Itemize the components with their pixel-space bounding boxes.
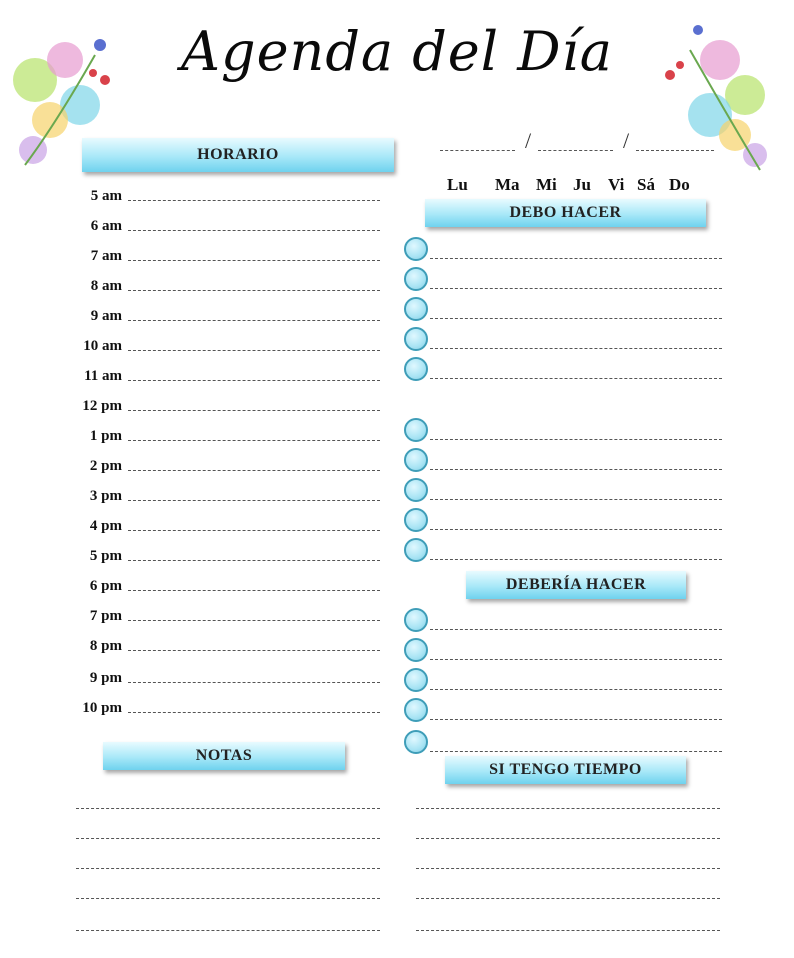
date-day-line[interactable] xyxy=(440,150,515,151)
task-write-line[interactable] xyxy=(430,439,722,440)
task-checkbox[interactable] xyxy=(404,538,428,562)
hour-write-line[interactable] xyxy=(128,500,380,501)
hour-row xyxy=(70,700,380,720)
horario-header: HORARIO xyxy=(82,138,394,172)
task-checkbox[interactable] xyxy=(404,448,428,472)
hour-row xyxy=(70,670,380,690)
hour-write-line[interactable] xyxy=(128,650,380,651)
task-write-line[interactable] xyxy=(430,378,722,379)
task-checkbox[interactable] xyxy=(404,698,428,722)
hour-label: 3 pm xyxy=(89,488,122,504)
task-write-line[interactable] xyxy=(430,529,722,530)
hour-write-line[interactable] xyxy=(128,620,380,621)
task-checkbox[interactable] xyxy=(404,418,428,442)
weekday-label[interactable]: Mi xyxy=(536,175,557,194)
hour-label: 8 am xyxy=(90,278,122,294)
hour-label: 5 am xyxy=(90,188,122,204)
task-checkbox[interactable] xyxy=(404,608,428,632)
date-separator: / xyxy=(525,128,532,153)
hour-label: 11 am xyxy=(84,368,122,384)
task-write-line[interactable] xyxy=(430,659,722,660)
task-checkbox[interactable] xyxy=(404,327,428,351)
date-month-line[interactable] xyxy=(538,150,613,151)
task-checkbox[interactable] xyxy=(404,638,428,662)
task-checkbox[interactable] xyxy=(404,357,428,381)
hour-label: 7 am xyxy=(90,248,122,264)
task-checkbox[interactable] xyxy=(404,668,428,692)
hour-label: 8 pm xyxy=(89,638,122,654)
debo-hacer-header: DEBO HACER xyxy=(425,199,706,227)
task-checkbox[interactable] xyxy=(404,478,428,502)
task-checkbox[interactable] xyxy=(404,237,428,261)
task-checkbox[interactable] xyxy=(404,297,428,321)
hour-write-line[interactable] xyxy=(128,380,380,381)
hour-label: 10 am xyxy=(83,338,122,354)
hour-row xyxy=(70,368,380,388)
hour-row xyxy=(70,218,380,238)
extra-task-write-line[interactable] xyxy=(416,898,720,899)
task-write-line[interactable] xyxy=(430,258,722,259)
hour-row xyxy=(70,638,380,658)
notes-write-line[interactable] xyxy=(76,868,380,869)
notes-write-line[interactable] xyxy=(76,838,380,839)
hour-write-line[interactable] xyxy=(128,410,380,411)
hour-write-line[interactable] xyxy=(128,530,380,531)
hour-write-line[interactable] xyxy=(128,260,380,261)
deberia-hacer-header: DEBERÍA HACER xyxy=(466,571,686,599)
hour-row xyxy=(70,188,380,208)
task-write-line[interactable] xyxy=(430,499,722,500)
hour-write-line[interactable] xyxy=(128,590,380,591)
hour-write-line[interactable] xyxy=(128,320,380,321)
hour-row xyxy=(70,518,380,538)
hour-row xyxy=(70,308,380,328)
weekday-label[interactable]: Vi xyxy=(608,175,625,194)
hour-label: 6 am xyxy=(90,218,122,234)
weekday-label[interactable]: Lu xyxy=(447,175,468,194)
hour-write-line[interactable] xyxy=(128,290,380,291)
hour-label: 9 am xyxy=(90,308,122,324)
extra-task-write-line[interactable] xyxy=(416,868,720,869)
date-year-line[interactable] xyxy=(636,150,714,151)
task-checkbox[interactable] xyxy=(404,267,428,291)
hour-label: 7 pm xyxy=(89,608,122,624)
hour-row xyxy=(70,278,380,298)
page-title: Agenda del Día xyxy=(181,20,613,83)
hour-label: 4 pm xyxy=(89,518,122,534)
hour-row xyxy=(70,248,380,268)
weekday-label[interactable]: Do xyxy=(669,175,690,194)
hour-row xyxy=(70,548,380,568)
extra-task-write-line[interactable] xyxy=(416,930,720,931)
task-write-line[interactable] xyxy=(430,348,722,349)
task-write-line[interactable] xyxy=(430,469,722,470)
hour-write-line[interactable] xyxy=(128,712,380,713)
task-write-line[interactable] xyxy=(430,288,722,289)
hour-label: 1 pm xyxy=(89,428,122,444)
hour-row xyxy=(70,578,380,598)
task-write-line[interactable] xyxy=(430,751,722,752)
task-write-line[interactable] xyxy=(430,689,722,690)
notes-write-line[interactable] xyxy=(76,898,380,899)
hour-row xyxy=(70,488,380,508)
hour-write-line[interactable] xyxy=(128,230,380,231)
weekday-label[interactable]: Sá xyxy=(637,175,655,194)
task-checkbox[interactable] xyxy=(404,508,428,532)
extra-task-write-line[interactable] xyxy=(416,838,720,839)
hour-write-line[interactable] xyxy=(128,440,380,441)
task-write-line[interactable] xyxy=(430,719,722,720)
hour-label: 2 pm xyxy=(89,458,122,474)
hour-write-line[interactable] xyxy=(128,200,380,201)
hour-row xyxy=(70,338,380,358)
weekday-label[interactable]: Ju xyxy=(573,175,591,194)
hour-label: 6 pm xyxy=(89,578,122,594)
hour-label: 9 pm xyxy=(89,670,122,686)
task-write-line[interactable] xyxy=(430,629,722,630)
hour-row xyxy=(70,458,380,478)
hour-label: 10 pm xyxy=(82,700,122,716)
extra-task-write-line[interactable] xyxy=(416,808,720,809)
si-tengo-tiempo-header: SI TENGO TIEMPO xyxy=(445,756,686,784)
task-write-line[interactable] xyxy=(430,318,722,319)
notas-header: NOTAS xyxy=(103,742,345,770)
hour-row xyxy=(70,428,380,448)
hour-row xyxy=(70,398,380,418)
flower-illustration-right xyxy=(650,20,780,180)
task-write-line[interactable] xyxy=(430,559,722,560)
hour-write-line[interactable] xyxy=(128,350,380,351)
hour-label: 5 pm xyxy=(89,548,122,564)
date-separator: / xyxy=(623,128,630,153)
hour-write-line[interactable] xyxy=(128,470,380,471)
hour-write-line[interactable] xyxy=(128,560,380,561)
weekday-row xyxy=(447,175,697,197)
hour-write-line[interactable] xyxy=(128,682,380,683)
notes-write-line[interactable] xyxy=(76,930,380,931)
hour-label: 12 pm xyxy=(82,398,122,414)
notes-write-line[interactable] xyxy=(76,808,380,809)
task-checkbox[interactable] xyxy=(404,730,428,754)
weekday-label[interactable]: Ma xyxy=(495,175,520,194)
hour-row xyxy=(70,608,380,628)
